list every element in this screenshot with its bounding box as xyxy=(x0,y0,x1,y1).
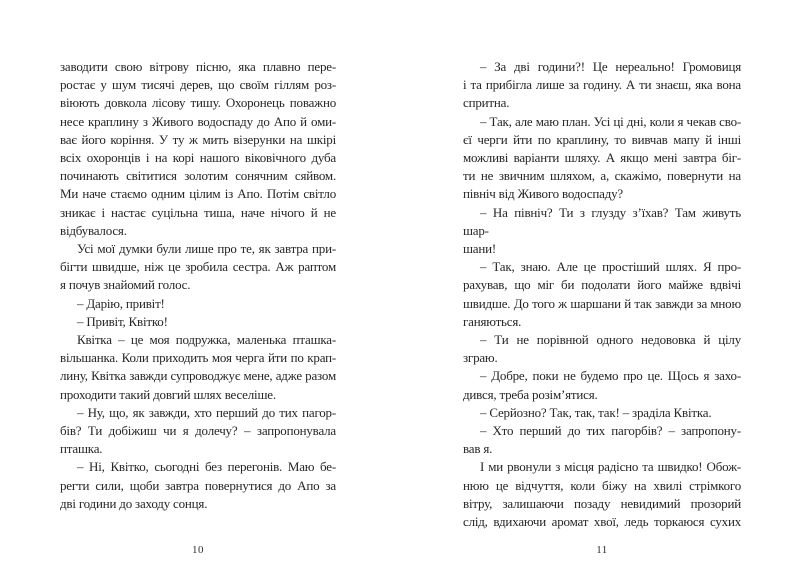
text-line: єї черги йти по краплину, то вивчав мапу й інші xyxy=(463,131,741,147)
text-line: слід, вдихаючи аромат хвої, ледь торкаюся сухих xyxy=(463,514,741,530)
text-line: Ми наче стаємо одним цілим із Апо. Потім світло xyxy=(60,186,336,202)
page-number-right: 11 xyxy=(596,544,608,556)
page-right-text xyxy=(463,58,741,531)
text-line: можливі варіанти шляху. А якщо мені завтра біг- xyxy=(463,150,741,166)
text-line: вав я. xyxy=(463,441,493,457)
text-line: швидше. До того ж шаршани й так завжди за мною xyxy=(463,295,741,311)
text-line: – Хто перший до тих пагорбів? – запропону- xyxy=(480,423,741,439)
text-line: пташка. xyxy=(60,441,103,457)
text-line: Усі мої думки були лише про те, як завтра при- xyxy=(77,241,336,257)
text-line: вільшанка. Коли приходить моя черга йти по крап- xyxy=(60,350,336,366)
text-line: рахував, що міг би подолати його майже вдвічі xyxy=(463,277,741,293)
text-line: спритна. xyxy=(463,95,510,111)
text-line: І ми рвонули з місця радісно та швидко! Обож- xyxy=(480,459,741,475)
page-left-text xyxy=(60,58,336,513)
text-line: вітру, залишаючи позаду невидимий прозорий xyxy=(463,495,741,511)
text-line: північ від Живого водоспаду? xyxy=(463,186,623,202)
page-right xyxy=(463,58,741,568)
text-line: зграю. xyxy=(463,350,498,366)
text-line: – Дарію, привіт! xyxy=(77,295,165,311)
text-line: – За дві години?! Це нереально! Громовиця xyxy=(480,59,741,74)
text-line: – Ну, що, як завжди, хто перший до тих пагор- xyxy=(77,404,336,420)
text-line: заводити свою вітрову пісню, яка плавно пере- xyxy=(60,59,336,74)
text-line: – Так, знаю. Але це простіший шлях. Я про- xyxy=(480,259,741,275)
text-line: дві години до заходу сонця. xyxy=(60,495,208,511)
text-line: бігти швидше, ніж це зробила сестра. Аж раптом xyxy=(60,259,336,275)
text-line: Квітка – це моя подружка, маленька пташка- xyxy=(77,332,336,348)
text-line: – Серйозно? Так, так, так! – зраділа Квітка. xyxy=(480,404,712,420)
text-line: шани! xyxy=(463,241,497,257)
text-line: проходити такий довгий шлях веселіше. xyxy=(60,386,276,402)
text-line: регти сили, щоби завтра повернутися до Апо за xyxy=(60,477,336,493)
text-line: я почув знайомий голос. xyxy=(60,277,191,293)
text-line: лину, Квітка завжди супроводжує мене, адже разом xyxy=(60,368,336,384)
text-line: нюю це відчуття, коли біжу на хвилі стрімкого xyxy=(463,477,741,493)
text-line: – Ти не порівнюй одного недововка й цілу xyxy=(480,332,741,348)
text-line: бів? Ти добіжиш чи я долечу? – запропонувала xyxy=(60,423,336,439)
text-line: всіх охоронців і на корі нашого віковічного дуба xyxy=(60,150,336,166)
text-line: – Так, але маю план. Усі ці дні, коли я чекав сво- xyxy=(480,113,741,129)
text-line: дився, треба розім’ятися. xyxy=(463,386,598,402)
text-line: ганяються. xyxy=(463,313,522,329)
text-line: ти не звичним шляхом, а, скажімо, повернути на xyxy=(463,168,741,184)
text-line: – Ні, Квітко, сьогодні без перегонів. Маю бе- xyxy=(77,459,336,475)
text-line: ває його коріння. У ту ж мить візерунки на шкірі xyxy=(60,131,336,147)
text-line: починають світитися золотим сонячним сяйвом. xyxy=(60,168,336,184)
text-line: несе краплину з Живого водоспаду до Апо й оми- xyxy=(60,113,336,129)
text-line: віюють довкола лісову тишу. Охоронець поважно xyxy=(60,95,336,111)
text-line: – Добре, поки не будемо про це. Щось я захо- xyxy=(480,368,741,384)
page-number-left: 10 xyxy=(192,544,204,556)
page-left xyxy=(60,58,336,568)
text-line: зникає і настає суцільна тиша, наче нічого й не xyxy=(60,204,336,220)
text-line: і та прибігла лише за годину. А ти знаєш, яка вона xyxy=(463,77,741,93)
text-line: ростає у шум тисячі дерев, що своїм гіллям роз- xyxy=(60,77,336,93)
text-line: відбувалося. xyxy=(60,222,127,238)
text-line: – Привіт, Квітко! xyxy=(77,313,168,329)
text-line: – На північ? Ти з глузду з’їхав? Там живуть шар- xyxy=(463,204,741,238)
